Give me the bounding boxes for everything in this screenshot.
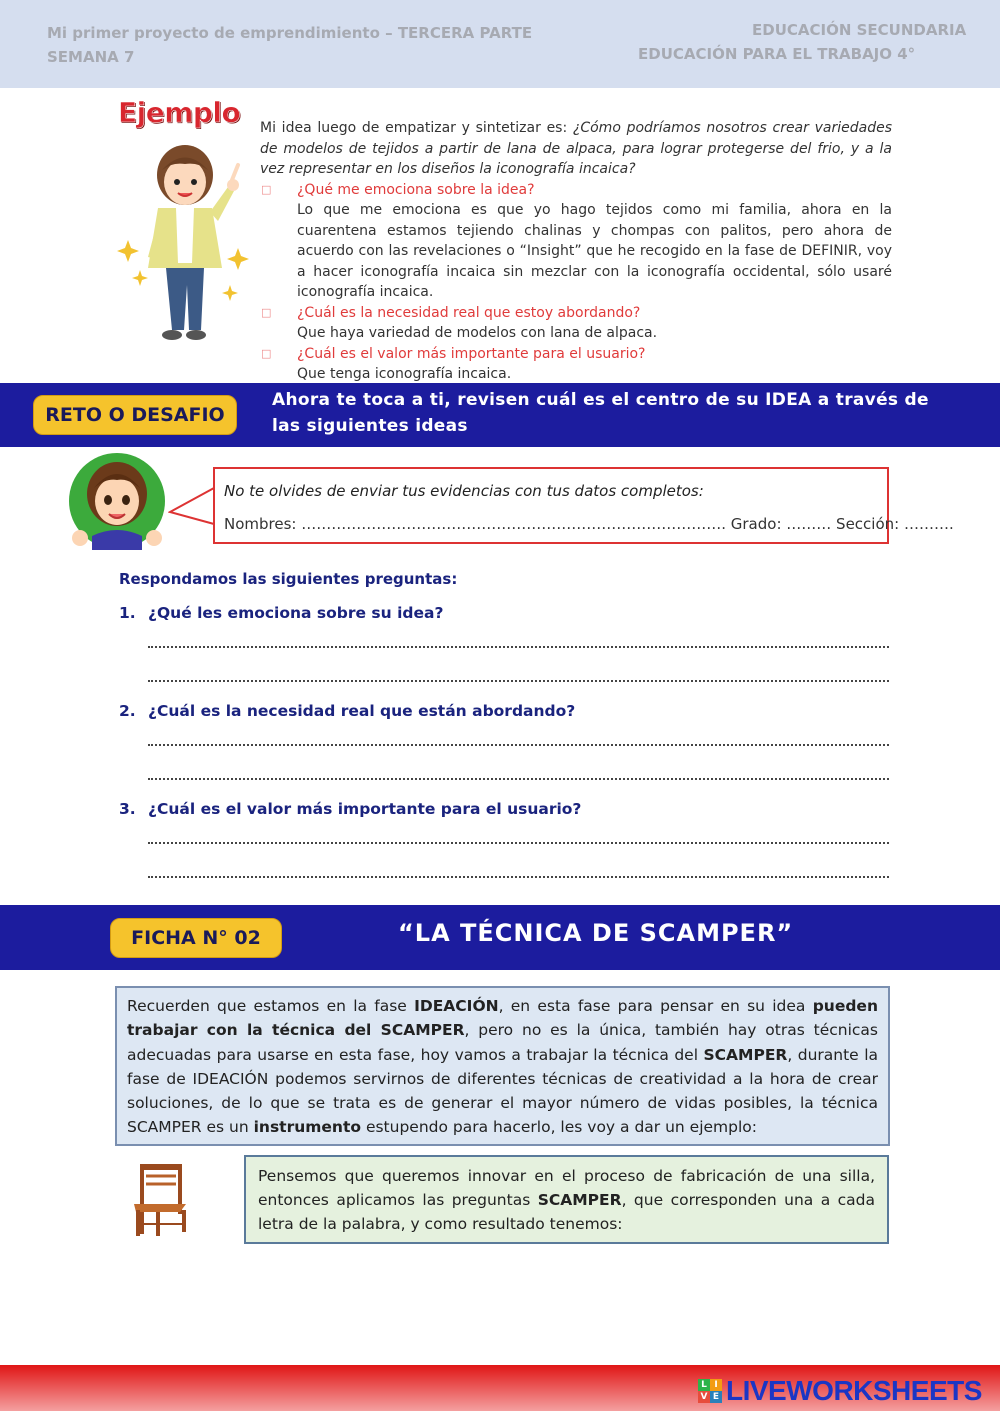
question-2 bbox=[119, 702, 889, 720]
info-text: , durante la fase de IDEACIÓN podemos servirnos de diferentes técnicas de creatividad a la hora de crear soluciones, de lo que se trata es de generar el mayor número de vidas posibles, la técnica SCAMPER es un bbox=[127, 1045, 878, 1137]
callout-tail bbox=[168, 480, 218, 530]
challenge-band bbox=[0, 383, 1000, 447]
answer-line[interactable] bbox=[148, 744, 889, 746]
logo-letter: I bbox=[710, 1379, 722, 1391]
answer-line[interactable] bbox=[148, 876, 889, 878]
question-number: 3. bbox=[119, 800, 136, 818]
info-bold: SCAMPER bbox=[703, 1045, 788, 1064]
chair-illustration bbox=[128, 1160, 194, 1240]
info-bold: IDEACIÓN bbox=[414, 997, 499, 1015]
chair-text: Pensemos que queremos innovar en el proceso de fabricación de una silla, entonces aplicamos las preguntas bbox=[258, 1167, 875, 1209]
live-logo-icon bbox=[698, 1379, 722, 1403]
info-text: , en esta fase para pensar en su idea bbox=[498, 997, 813, 1015]
brand-name: LIVEWORKSHEETS bbox=[726, 1375, 982, 1406]
chair-text: , que corresponden una a cada letra de la palabra, y como resultado tenemos: bbox=[258, 1191, 876, 1233]
worksheet-badge: FICHA N° 02 bbox=[110, 918, 282, 958]
intro-plain: Mi idea luego de empatizar y sintetizar es: bbox=[260, 120, 573, 136]
questions-section bbox=[119, 570, 889, 878]
question-text: ¿Qué les emociona sobre su idea? bbox=[148, 604, 444, 622]
example-intro bbox=[260, 118, 892, 180]
teacher-illustration bbox=[110, 130, 255, 350]
challenge-text: Ahora te toca a ti, revisen cuál es el centro de su IDEA a través de las siguientes ideas bbox=[272, 390, 929, 436]
answer-line[interactable] bbox=[148, 646, 889, 648]
example-answer-3: Que tenga iconografía incaica. bbox=[297, 366, 512, 382]
logo-letter: L bbox=[698, 1379, 710, 1391]
question-1 bbox=[119, 604, 889, 622]
info-text: estupendo para hacerlo, les voy a dar un ejemplo: bbox=[361, 1118, 757, 1137]
question-number: 2. bbox=[119, 702, 136, 720]
chair-example-box bbox=[244, 1155, 889, 1244]
answer-line[interactable] bbox=[148, 680, 889, 682]
evidence-reminder-box bbox=[213, 467, 954, 544]
course-label: EDUCACIÓN PARA EL TRABAJO 4° bbox=[638, 45, 916, 63]
example-question-3: □ ¿Cuál es el valor más importante para el usuario? bbox=[297, 344, 892, 365]
info-bold: instrumento bbox=[253, 1118, 362, 1137]
question-text: ¿Cuál es el valor más importante para el usuario? bbox=[148, 800, 582, 818]
question-number: 1. bbox=[119, 604, 136, 622]
answer-line[interactable] bbox=[148, 778, 889, 780]
answer-line[interactable] bbox=[148, 842, 889, 844]
project-title: Mi primer proyecto de emprendimiento – TERCERA PARTE bbox=[47, 24, 533, 42]
logo-letter: E bbox=[710, 1391, 722, 1403]
question-text: ¿Cuál es la necesidad real que están abordando? bbox=[148, 702, 576, 720]
example-title: Ejemplo bbox=[118, 96, 241, 129]
example-question-1: □ ¿Qué me emociona sobre la idea? bbox=[297, 180, 892, 201]
example-answer-2: Que haya variedad de modelos con lana de alpaca. bbox=[297, 325, 658, 341]
info-bold: pueden trabajar con la técnica del SCAMPER bbox=[127, 997, 878, 1040]
level-label: EDUCACIÓN SECUNDARIA bbox=[752, 21, 967, 39]
intro-italic: ¿Cómo podríamos nosotros crear variedades de modelos de tejidos a partir de lana de alpaca, para lograr protegerse del frio, y a la vez representar en los diseños la iconografía incaica? bbox=[260, 120, 892, 177]
header-left bbox=[47, 21, 532, 69]
example-answer-1: Lo que me emociona es que yo hago tejidos como mi familia, ahora en la cuarentena estamos tejiendo chalinas y chompas con palitos, pero ahora de acuerdo con las revelaciones o “Insight” que he recogido en la fase de DEFINIR, voy a hacer iconografía incaica sin mezclar con la iconografía occidental, sólo usaré iconografía incaica. bbox=[297, 202, 892, 300]
student-data-fields: Nombres: …………………………………………………………………………. Grado: ……… Sección: ………. bbox=[224, 515, 954, 533]
example-text bbox=[260, 118, 892, 385]
info-text: , pero no es la única, también hay otras técnicas adecuadas para usarse en esta fase, hoy vamos a trabajar la técnica del bbox=[127, 1021, 878, 1064]
info-text: Recuerden que estamos en la fase bbox=[127, 997, 415, 1015]
logo-letter: V bbox=[698, 1391, 710, 1403]
worksheet-band bbox=[0, 905, 1000, 970]
student-illustration bbox=[62, 446, 172, 556]
questions-heading: Respondamos las siguientes preguntas: bbox=[119, 570, 458, 588]
ideation-info-box bbox=[115, 986, 890, 1146]
week-label: SEMANA 7 bbox=[47, 48, 135, 66]
reminder-text: No te olvides de enviar tus evidencias con tus datos completos: bbox=[224, 482, 704, 500]
liveworksheets-logo[interactable] bbox=[698, 1376, 982, 1406]
example-question-2: □ ¿Cuál es la necesidad real que estoy abordando? bbox=[297, 303, 892, 324]
worksheet-title: “LA TÉCNICA DE SCAMPER” bbox=[398, 919, 794, 947]
chair-bold: SCAMPER bbox=[537, 1191, 622, 1209]
question-3 bbox=[119, 800, 889, 818]
challenge-badge: RETO O DESAFIO bbox=[33, 395, 237, 435]
page-header bbox=[0, 0, 1000, 88]
